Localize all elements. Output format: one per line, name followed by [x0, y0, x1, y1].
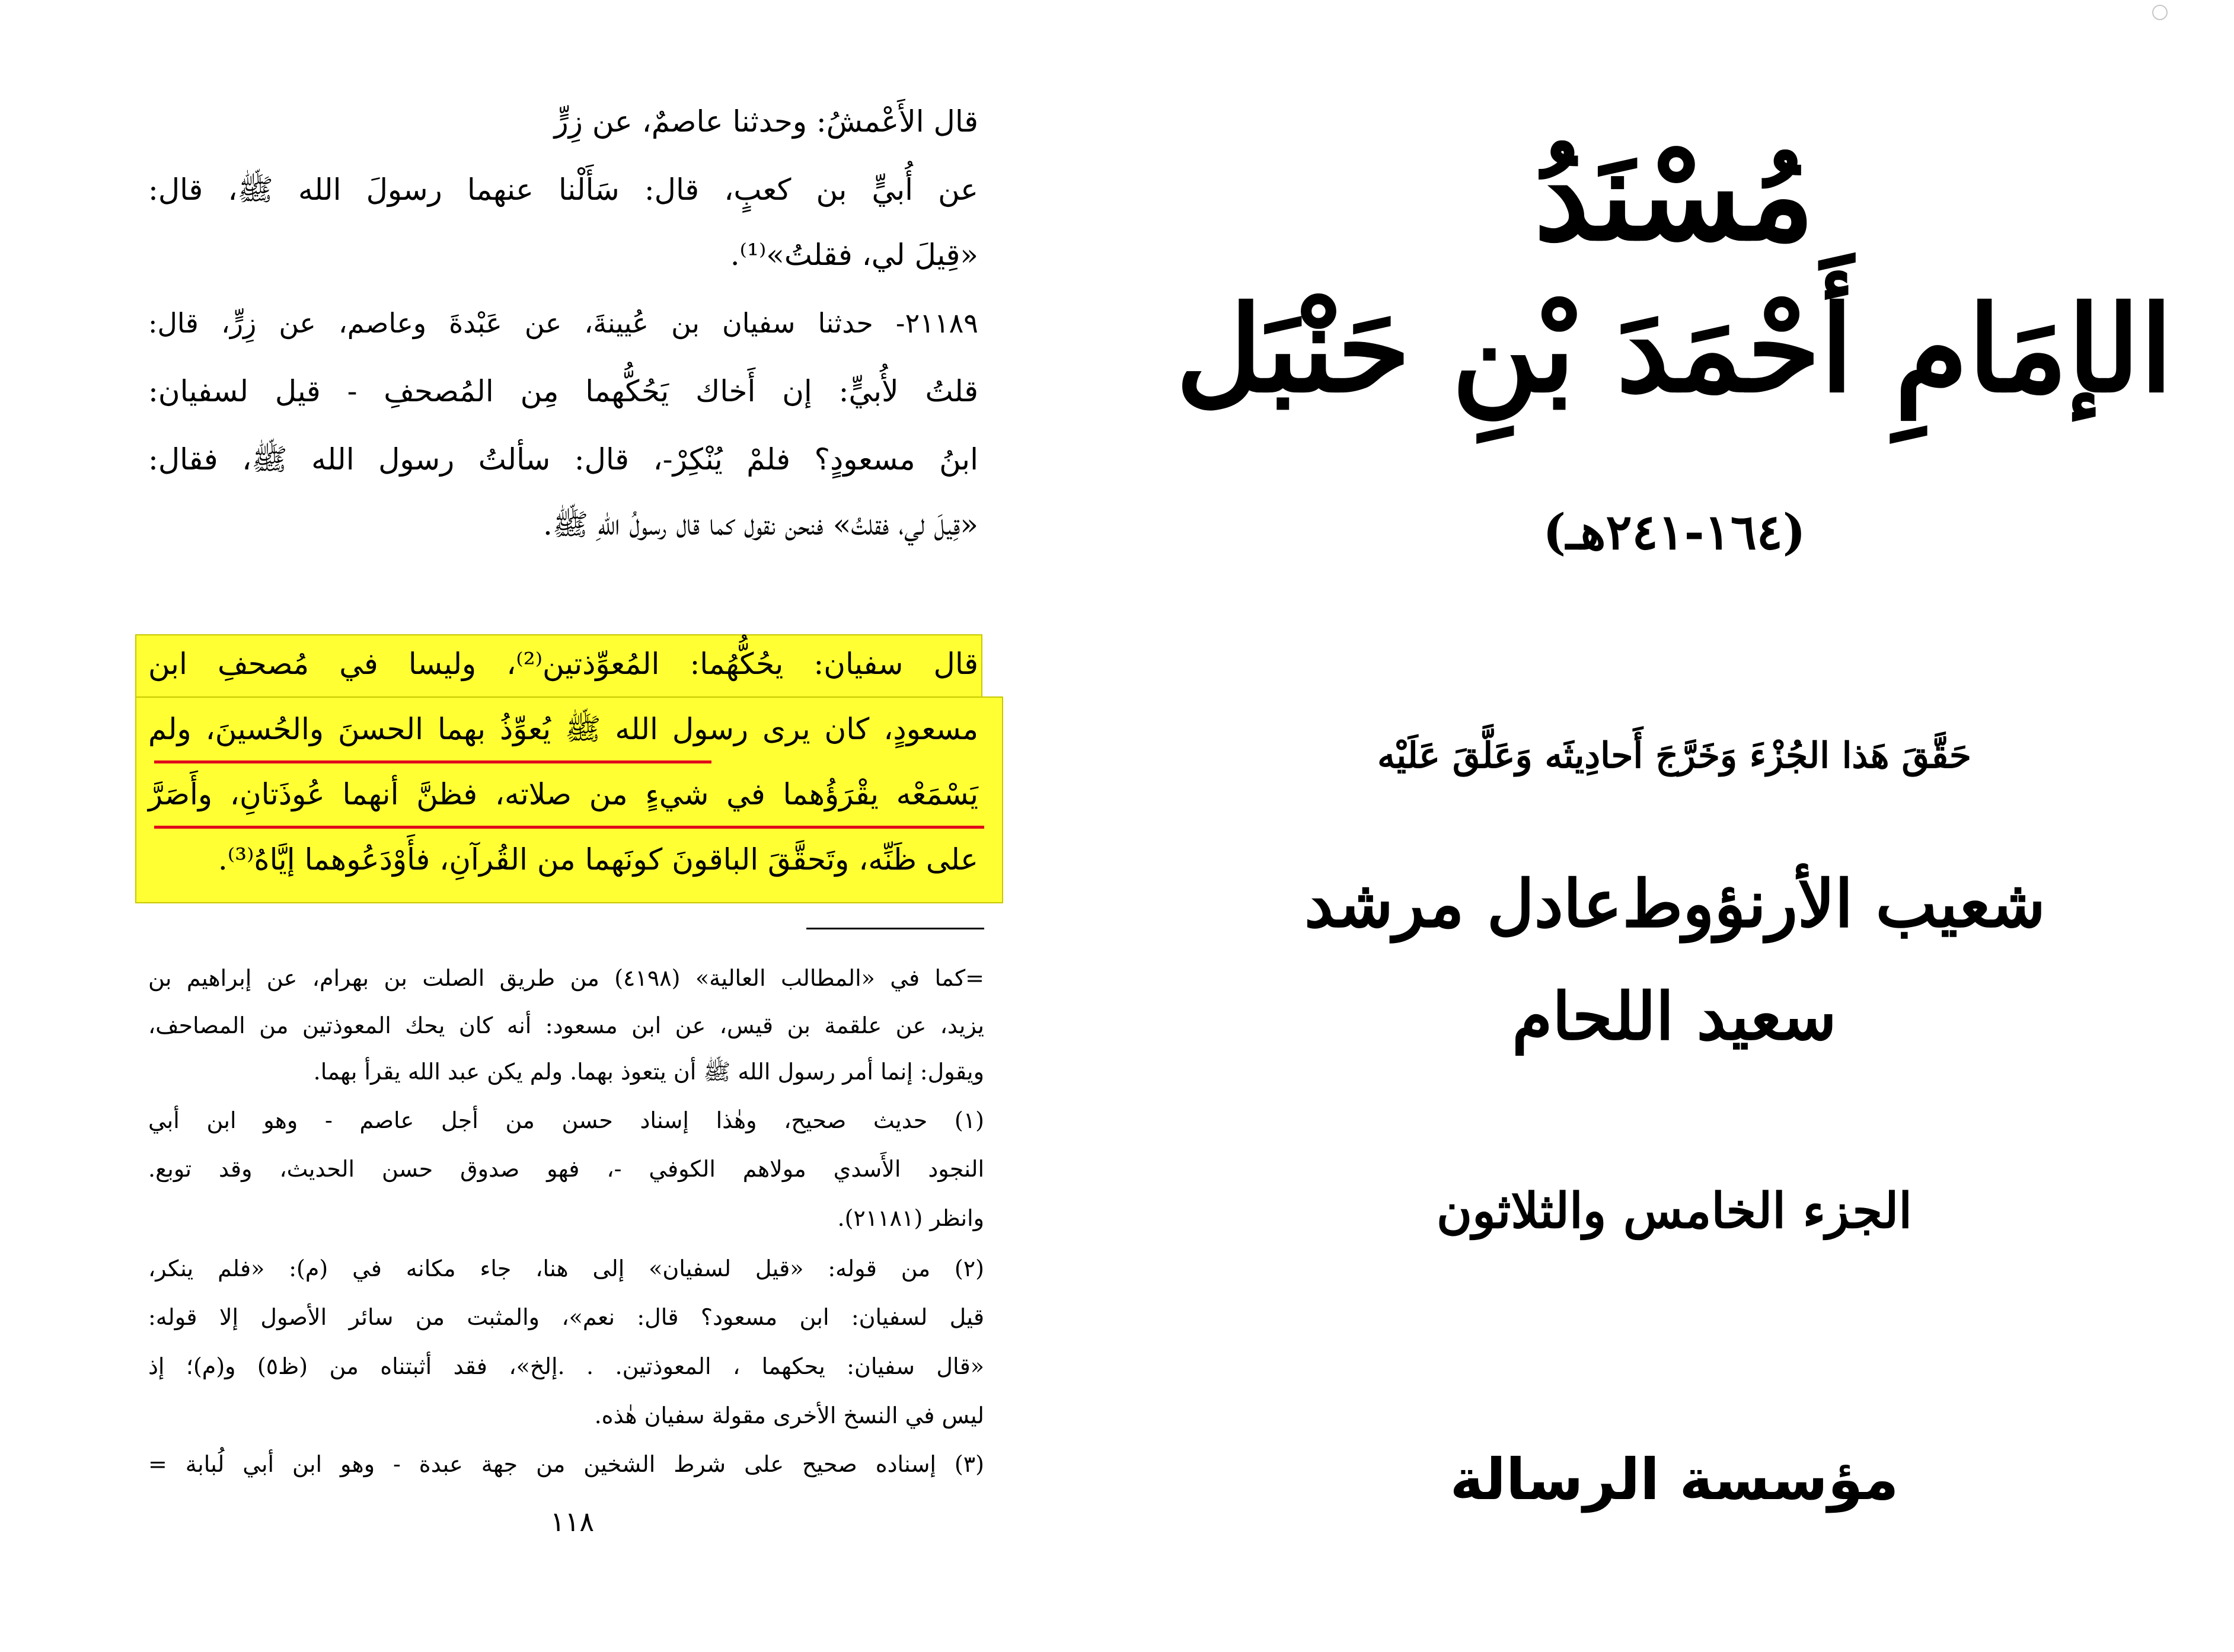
- editor-1: شعيب الأرنؤوط: [1622, 865, 2045, 942]
- body-line-2: عن أُبيٍّ بن كعبٍ، قال: سَأَلْنا عنهما رسولَ الله ﷺ، قال:: [148, 172, 978, 207]
- cover-dates: (١٦٤-٢٤١هـ): [1543, 504, 1806, 561]
- footnote-line-11: (٣) إسناده صحيح على شرط الشخين من جهة عبدة - وهو ابن أبي لُبابة =: [148, 1451, 984, 1477]
- footnote-line-10: ليس في النسخ الأخرى مقولة سفيان هٰذه.: [594, 1402, 984, 1429]
- footnote-line-7: (٢) من قوله: «قيل لسفيان» إلى هنا، جاء مكانه في (م): «فلم ينكر،: [148, 1255, 984, 1282]
- footnote-line-5: النجود الأَسدي مولاهم الكوفي -، فهو صدوق حسن الحديث، وقد توبع.: [148, 1156, 984, 1182]
- body-line-7: «قِيلَ لي، فقلتُ» فنحن نقول كما قال رسولُ اللهِ ﷺ.: [542, 507, 978, 542]
- cover-volume: الجزء الخامس والثلاثون: [1436, 1183, 1913, 1239]
- cover-editors: [1304, 865, 2045, 942]
- page-number: ١١٨: [550, 1506, 595, 1538]
- footnote-separator: [806, 928, 984, 929]
- footnote-line-2: يزيد، عن علقمة بن قيس، عن ابن مسعود: أنه كان يحك المعوذتين من المصاحف،: [148, 1012, 984, 1039]
- body-line-5: قلتُ لأُبيٍّ: إن أَخاك يَحُكُّهما مِن المُصحفِ - قيل لسفيان:: [148, 374, 978, 408]
- left-page: [0, 0, 1115, 1652]
- cover-title-imam-ahmad: الإمَامِ أَحْمَدَ بْنِ حَنْبَل: [1176, 280, 2173, 419]
- body-line-1: قال الأَعْمشُ: وحدثنا عاصمٌ، عن زِرٍّ: [554, 104, 978, 139]
- footnote-line-6: وانظر (٢١١٨١).: [837, 1205, 984, 1231]
- highlighted-line-3: يَسْمَعْه يقْرَؤُهما في شيءٍ من صلاته، فظنَّ أنهما عُوذَتانِ، وأَصَرَّ: [148, 777, 978, 811]
- right-page: [1115, 0, 2234, 1652]
- red-underline-2: [154, 826, 984, 829]
- highlighted-line-2: مسعودٍ، كان يرى رسول الله ﷺ يُعوِّذُ بهما الحسنَ والحُسينَ، ولم: [148, 712, 978, 746]
- editor-2: عادل مرشد: [1304, 865, 1622, 942]
- footnote-line-1: =كما في «المطالب العالية» (٤١٩٨) من طريق الصلت بن بهرام، عن إبراهيم بن: [148, 965, 984, 991]
- red-underline-1: [154, 761, 711, 763]
- highlighted-line-4: على ظَنِّه، وتَحقَّقَ الباقونَ كونَهما من القُرآنِ، فأَوْدَعُوهما إيَّاهُ⁽³⁾.: [218, 842, 978, 877]
- highlighted-line-1: قال سفيان: يحُكُّهُما: المُعوِّذتين⁽²⁾، وليسا في مُصحفِ ابن: [148, 647, 979, 681]
- footnote-line-9: «قال سفيان: يحكهما ، المعوذتين. . .إلخ»، فقد أثبتناه من (ظ٥) و(م)؛ إذ: [148, 1353, 984, 1379]
- editor-3: سعيد اللحام: [1512, 978, 1837, 1055]
- footnote-line-4: (١) حديث صحيح، وهٰذا إسناد حسن من أجل عاصم - وهو ابن أبي: [148, 1107, 984, 1133]
- body-line-3: «قِيلَ لي، فقلتُ»⁽¹⁾.: [730, 238, 978, 272]
- footnote-line-8: قيل لسفيان: ابن مسعود؟ قال: نعم»، والمثبت من سائر الأصول إلا قوله:: [148, 1304, 984, 1330]
- cover-title-musnad: مُسْنَدُ: [1534, 122, 1815, 269]
- body-line-6: ابنُ مسعودٍ؟ فلمْ يُنْكِرْ-، قال: سألتُ رسول الله ﷺ، فقال:: [148, 442, 978, 477]
- cover-credit-line: حَقَّقَ هَذا الجُزْءَ وَخَرَّجَ أَحادِيثَه وَعَلَّقَ عَلَيْه: [1377, 735, 1971, 777]
- body-line-4: ٢١١٨٩- حدثنا سفيان بن عُيينةَ، عن عَبْدةَ وعاصم، عن زِرٍّ، قال:: [148, 307, 978, 339]
- cover-publisher: مؤسسة الرسالة: [1450, 1446, 1899, 1513]
- scan-mark-icon: [2152, 5, 2168, 20]
- footnote-line-3: ويقول: إنما أمر رسول الله ﷺ أن يتعوذ بهما. ولم يكن عبد الله يقرأ بهما.: [313, 1059, 984, 1085]
